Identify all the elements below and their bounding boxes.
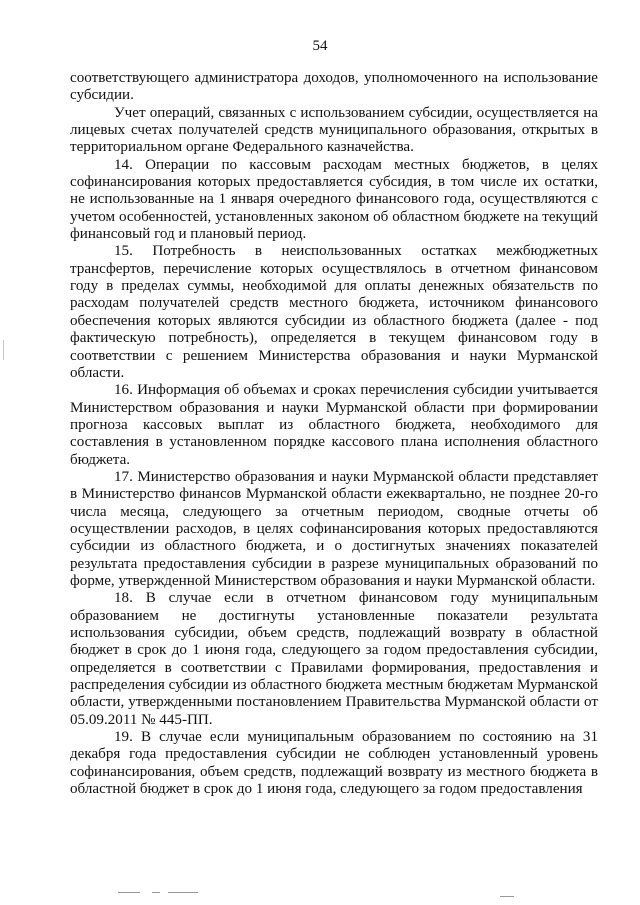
- paragraph-continuation: соответствующего администратора доходов, уполномоченного на использование субсидии.: [70, 70, 598, 104]
- paragraph-item-16: 16. Информация об объемах и сроках перечисления субсидии учитывается Министерством образования и науки Мурманской области при формировании прогноза кассовых выплат из областного бюджета, необходимого для составления в установленном порядке кассового плана исполнения областного бюджета.: [70, 382, 598, 468]
- paragraph-accounting-operations: Учет операций, связанных с использованием субсидии, осуществляется на лицевых счетах получателей средств муниципального образования, открытых в территориальном органе Федерального казначейства.: [70, 104, 598, 156]
- scan-artifact-mark: [500, 896, 514, 897]
- paragraph-item-17: 17. Министерство образования и науки Мурманской области представляет в Министерство финансов Мурманской области ежеквартально, не позднее 20-го числа месяца, следующего за отчетным периодом, сводные отчеты об осуществлении расходов, в целях софинансирования которых предоставляются субсидии из областного бюджета, и о достигнутых значениях показателей результата предоставления субсидии в разрезе муниципальных образований по форме, утвержденной Министерством образования и науки Мурманской области.: [70, 468, 598, 589]
- paragraph-item-14: 14. Операции по кассовым расходам местных бюджетов, в целях софинансирования которых предоставляется субсидия, в том числе их остатки, не использованные на 1 января очередного финансового года, осуществляются с учетом особенностей, установленных законом об областном бюджете на текущий финансовый год и плановый период.: [70, 156, 598, 243]
- scan-artifact-mark: [152, 892, 160, 893]
- page-number: 54: [312, 38, 328, 54]
- scan-edge-mark: [3, 340, 4, 360]
- document-body: [70, 70, 598, 798]
- paragraph-item-15: 15. Потребность в неиспользованных остатках межбюджетных трансфертов, перечисление которых осуществлялось в отчетном финансовом году в пределах суммы, необходимой для оплаты денежных обязательств по расходам получателей средств местного бюджета, источником финансового обеспечения которых являются субсидии из областного бюджета (далее - под фактическую потребность), определяется в текущем финансовом году в соответствии с решением Министерства образования и науки Мурманской области.: [70, 243, 598, 381]
- paragraph-item-18: 18. В случае если в отчетном финансовом году муниципальным образованием не достигнуты установленные показатели результата использования субсидии, объем средств, подлежащий возврату в областной бюджет в срок до 1 июня года, следующего за годом предоставления субсидии, определяется в соответствии с Правилами формирования, предоставления и распределения субсидии из областного бюджета местным бюджетам Мурманской области, утвержденными постановлением Правительства Мурманской области от 05.09.2011 № 445-ПП.: [70, 590, 598, 728]
- scan-artifact-mark: [118, 892, 140, 893]
- scan-artifact-mark: [168, 892, 198, 893]
- paragraph-item-19: 19. В случае если муниципальным образованием по состоянию на 31 декабря года предоставления субсидии не соблюден установленный уровень софинансирования, объем средств, подлежащий возврату из местного бюджета в областной бюджет в срок до 1 июня года, следующего за годом предоставления: [70, 729, 598, 798]
